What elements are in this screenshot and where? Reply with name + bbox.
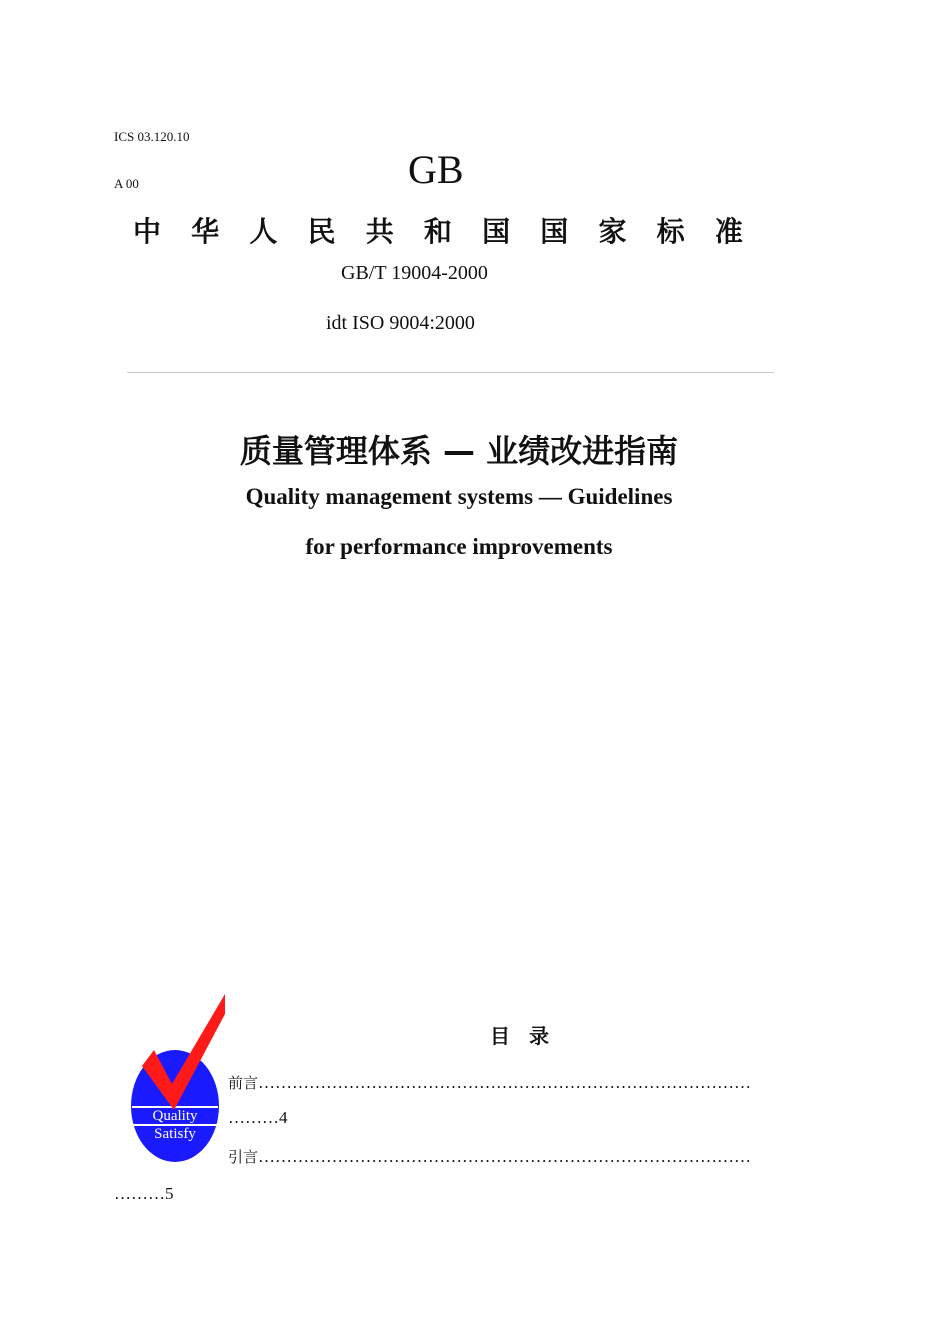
gb-mark: GB [408, 147, 464, 192]
heading-char: 民 [307, 215, 336, 248]
toc-leader: ……… [114, 1184, 165, 1203]
toc-page-number: 5 [165, 1184, 174, 1203]
toc-title: 目 录 [490, 1024, 555, 1048]
toc-entry-foreword[interactable] [228, 1072, 808, 1093]
title-english-line1: Quality management systems — Guidelines [245, 484, 673, 509]
logo-text-line1: Quality [152, 1108, 198, 1124]
quality-satisfy-logo [128, 992, 228, 1164]
toc-entry-introduction[interactable] [228, 1146, 808, 1167]
toc-entry-label: 引言 [228, 1148, 259, 1166]
heading-char: 国 [540, 215, 569, 248]
toc-entry-label: 前言 [228, 1074, 259, 1092]
toc-leader: …………………………………………………………………………… [258, 1073, 752, 1092]
classification-code: A 00 [114, 176, 139, 191]
national-standard-heading [128, 210, 748, 250]
title-chinese: 质量管理体系 — 业绩改进指南 [239, 432, 679, 470]
toc-entry-introduction-cont [114, 1184, 174, 1204]
heading-char: 共 [365, 215, 394, 248]
heading-char: 家 [598, 215, 627, 248]
heading-char: 标 [656, 215, 685, 248]
iso-equivalent: idt ISO 9004:2000 [326, 312, 475, 334]
heading-char: 华 [191, 215, 220, 248]
heading-char: 人 [249, 215, 278, 248]
toc-leader: …………………………………………………………………………… [258, 1147, 752, 1166]
toc-leader: ……… [228, 1108, 279, 1127]
heading-char: 国 [482, 215, 511, 248]
toc-entry-foreword-cont [228, 1108, 288, 1128]
title-english-line2: for performance improvements [305, 534, 613, 559]
standard-number: GB/T 19004-2000 [341, 262, 488, 284]
logo-text-line2: Satisfy [154, 1126, 196, 1142]
heading-char: 和 [423, 215, 452, 248]
toc-page-number: 4 [279, 1108, 288, 1127]
ics-code: ICS 03.120.10 [114, 129, 190, 144]
heading-char: 中 [132, 215, 161, 248]
header-divider [127, 372, 774, 373]
heading-char: 准 [714, 215, 743, 248]
